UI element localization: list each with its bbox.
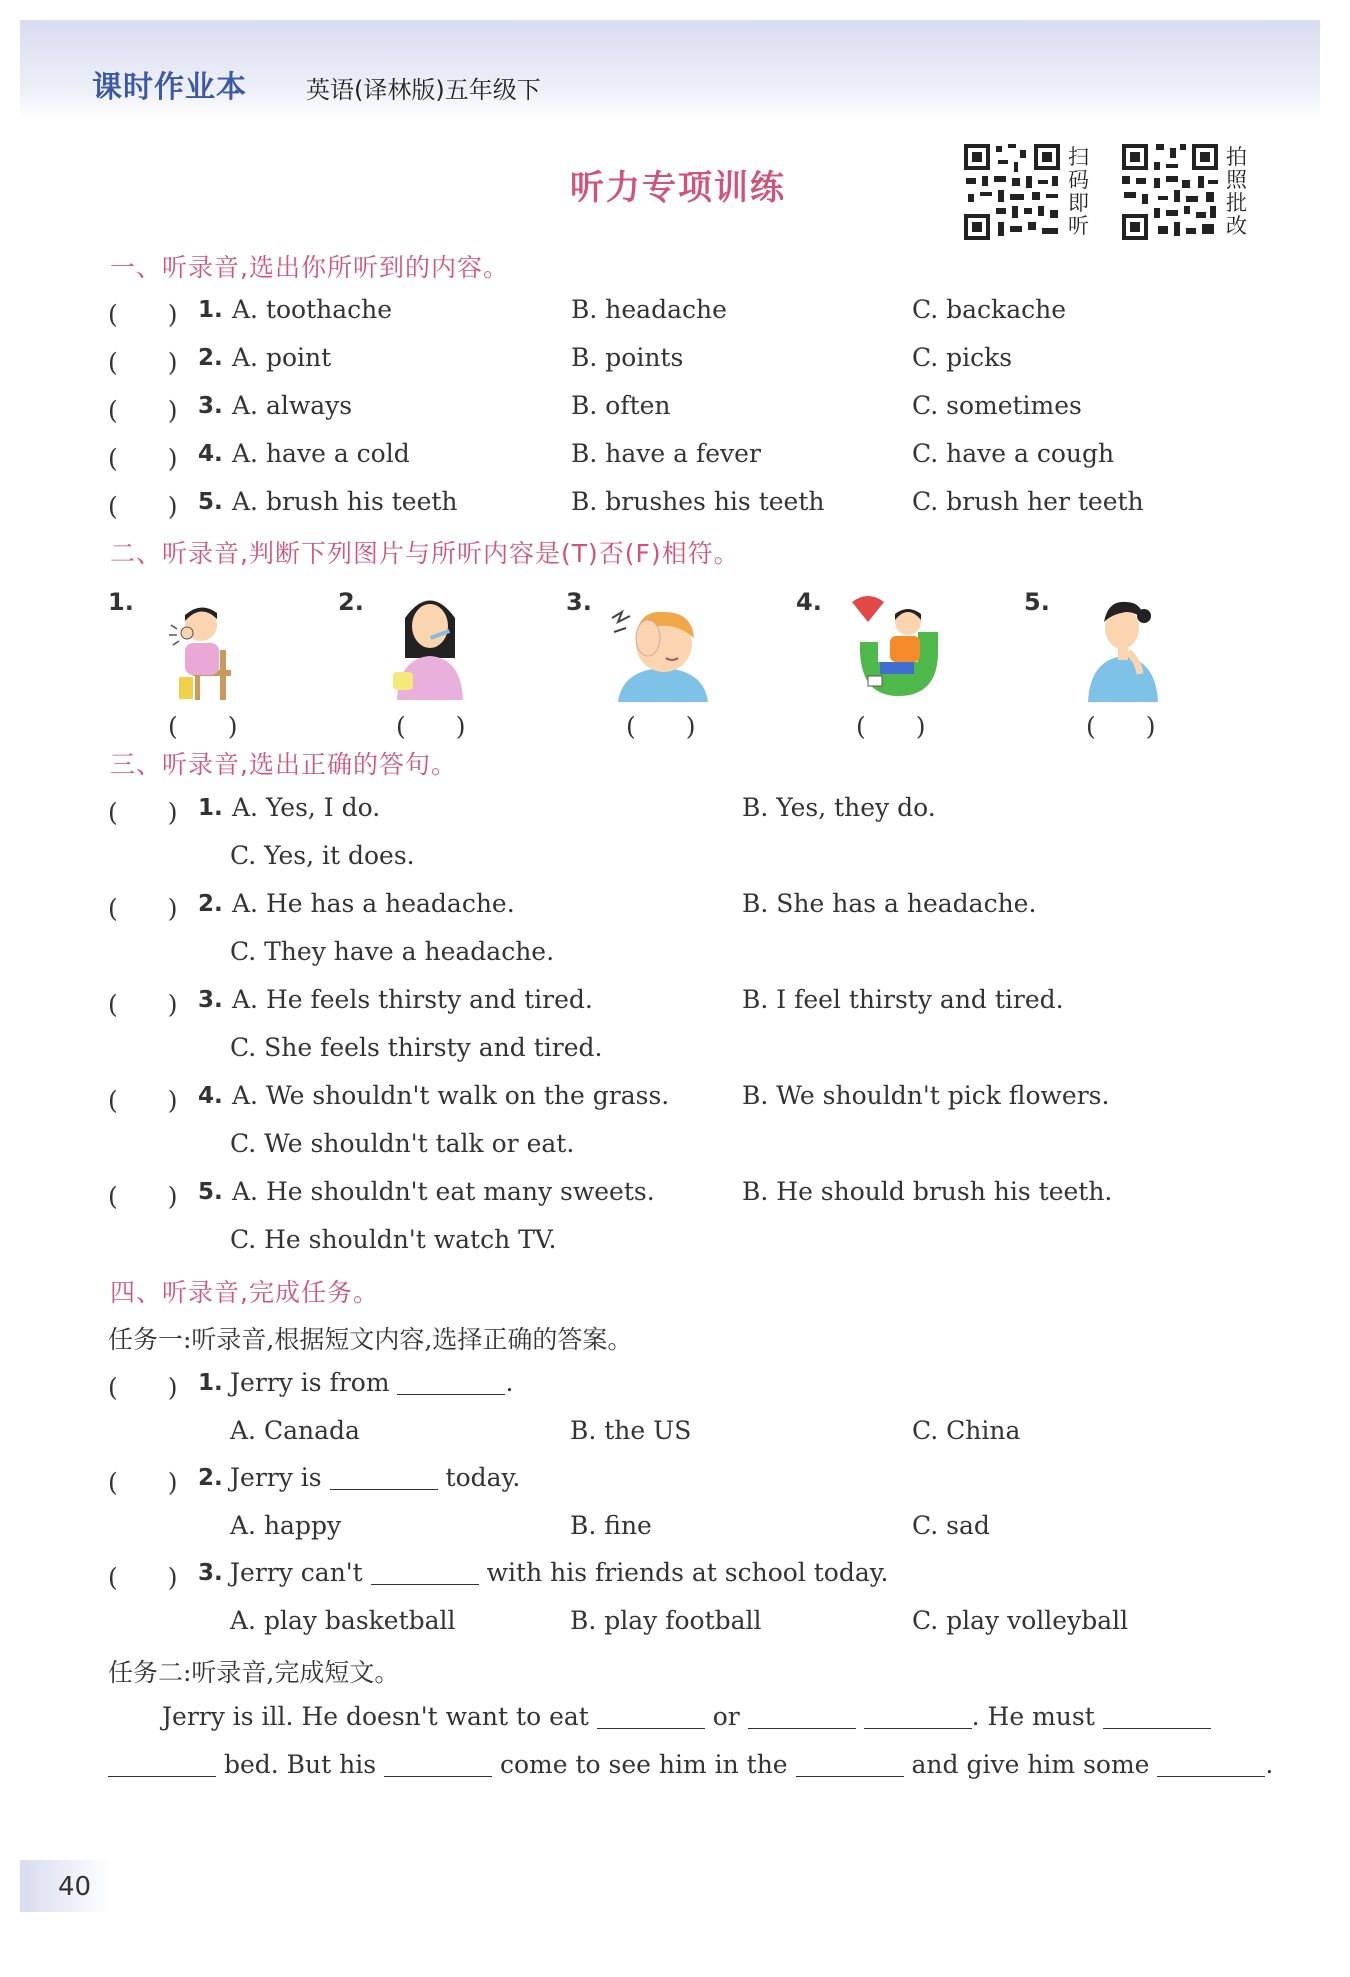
task-2-title: 任务二:听录音,完成短文。 [108, 1658, 400, 1687]
question-number: 5. [198, 1179, 223, 1205]
option-a: A. He has a headache. [232, 889, 515, 918]
task-1-title: 任务一:听录音,根据短文内容,选择正确的答案。 [108, 1325, 633, 1354]
option-c: C. They have a headache. [230, 937, 555, 966]
question-number: 4. [198, 1083, 223, 1109]
answer-blank[interactable]: ( ) [108, 798, 178, 827]
answer-blank[interactable]: ( ) [626, 712, 696, 741]
question-number: 5. [198, 489, 223, 515]
option-c: C. picks [912, 343, 1013, 372]
option-a: A. We shouldn't walk on the grass. [232, 1081, 670, 1110]
answer-blank[interactable]: ( ) [108, 348, 178, 377]
question-number: 3. [198, 1560, 223, 1586]
qr-label-grade: 拍 照 批 改 [1226, 145, 1247, 238]
question-stem: Jerry is from . [230, 1368, 514, 1397]
option-a: A. play basketball [230, 1606, 456, 1635]
section-2-title: 二、听录音,判断下列图片与所听内容是(T)否(F)相符。 [110, 539, 740, 568]
option-b: B. I feel thirsty and tired. [742, 985, 1064, 1014]
answer-blank[interactable]: ( ) [108, 444, 178, 473]
qr-code-grade[interactable] [1120, 142, 1220, 242]
option-b: B. Yes, they do. [742, 793, 936, 822]
section-1-title: 一、听录音,选出你所听到的内容。 [110, 253, 509, 282]
girl-brushing-teeth-picture [385, 588, 475, 707]
option-b: B. the US [570, 1416, 692, 1445]
picture-number: 2. [338, 588, 364, 616]
option-c: C. Yes, it does. [230, 841, 415, 870]
page-number-tab [20, 1860, 110, 1912]
fill-blank[interactable] [108, 1775, 216, 1777]
option-a: A. have a cold [232, 439, 410, 468]
answer-blank[interactable]: ( ) [108, 990, 178, 1019]
qr-label-listen: 扫 码 即 听 [1068, 145, 1089, 238]
option-a: A. always [232, 391, 353, 420]
option-c: C. He shouldn't watch TV. [230, 1225, 557, 1254]
option-c: C. She feels thirsty and tired. [230, 1033, 603, 1062]
passage-line-2: bed. But his come to see him in the and give him some . [108, 1750, 1273, 1779]
passage-line-1: Jerry is ill. He doesn't want to eat or . He must [162, 1702, 1211, 1731]
option-c: C. sometimes [912, 391, 1082, 420]
answer-blank[interactable]: ( ) [396, 712, 466, 741]
brand-title: 课时作业本 [92, 70, 247, 105]
question-number: 1. [198, 1370, 223, 1396]
option-b: B. often [571, 391, 671, 420]
fill-blank[interactable] [597, 1727, 705, 1729]
option-a: A. Yes, I do. [232, 793, 381, 822]
fill-blank[interactable] [1157, 1775, 1265, 1777]
question-number: 4. [198, 441, 223, 467]
option-a: A. He feels thirsty and tired. [232, 985, 593, 1014]
fill-blank[interactable] [397, 1393, 505, 1395]
question-number: 3. [198, 393, 223, 419]
option-c: C. play volleyball [912, 1606, 1129, 1635]
option-b: B. play football [570, 1606, 762, 1635]
question-number: 3. [198, 987, 223, 1013]
answer-blank[interactable]: ( ) [108, 1563, 178, 1592]
option-b: B. He should brush his teeth. [742, 1177, 1113, 1206]
fill-blank[interactable] [371, 1583, 479, 1585]
answer-blank[interactable]: ( ) [108, 300, 178, 329]
option-a: A. happy [230, 1511, 342, 1540]
option-a: A. point [232, 343, 332, 372]
question-stem: Jerry is today. [230, 1463, 521, 1492]
qr-code-listen[interactable] [962, 142, 1062, 242]
question-number: 2. [198, 891, 223, 917]
page-number: 40 [58, 1872, 92, 1902]
boy-headache-picture [608, 598, 718, 707]
answer-blank[interactable]: ( ) [1086, 712, 1156, 741]
answer-blank[interactable]: ( ) [108, 396, 178, 425]
answer-blank[interactable]: ( ) [108, 492, 178, 521]
picture-number: 4. [796, 588, 822, 616]
answer-blank[interactable]: ( ) [108, 1373, 178, 1402]
section-3-title: 三、听录音,选出正确的答句。 [110, 750, 457, 779]
option-c: C. backache [912, 295, 1066, 324]
answer-blank[interactable]: ( ) [108, 1086, 178, 1115]
option-b: B. She has a headache. [742, 889, 1037, 918]
picture-number: 1. [108, 588, 134, 616]
option-a: A. toothache [232, 295, 393, 324]
fill-blank[interactable] [330, 1488, 438, 1490]
answer-blank[interactable]: ( ) [856, 712, 926, 741]
answer-blank[interactable]: ( ) [168, 712, 238, 741]
option-c: C. sad [912, 1511, 990, 1540]
option-b: B. brushes his teeth [571, 487, 825, 516]
fill-blank[interactable] [796, 1775, 904, 1777]
picture-number: 5. [1024, 588, 1050, 616]
answer-blank[interactable]: ( ) [108, 894, 178, 923]
option-a: A. Canada [230, 1416, 360, 1445]
option-b: B. have a fever [571, 439, 761, 468]
option-c: C. brush her teeth [912, 487, 1144, 516]
option-c: C. China [912, 1416, 1021, 1445]
woman-sore-throat-picture [1078, 590, 1168, 709]
fill-blank[interactable] [748, 1727, 856, 1729]
answer-blank[interactable]: ( ) [108, 1182, 178, 1211]
option-b: B. fine [570, 1511, 652, 1540]
question-number: 1. [198, 297, 223, 323]
option-b: B. headache [571, 295, 727, 324]
fill-blank[interactable] [1103, 1727, 1211, 1729]
option-a: A. He shouldn't eat many sweets. [232, 1177, 655, 1206]
option-b: B. We shouldn't pick flowers. [742, 1081, 1110, 1110]
fill-blank[interactable] [864, 1727, 972, 1729]
fill-blank[interactable] [384, 1775, 492, 1777]
picture-number: 3. [566, 588, 592, 616]
answer-blank[interactable]: ( ) [108, 1468, 178, 1497]
section-4-title: 四、听录音,完成任务。 [110, 1278, 379, 1307]
question-number: 2. [198, 1465, 223, 1491]
page-title: 听力专项训练 [570, 168, 786, 208]
boy-fan-picture [838, 592, 948, 706]
boy-toothache-picture [165, 595, 250, 709]
question-number: 2. [198, 345, 223, 371]
option-c: C. have a cough [912, 439, 1115, 468]
option-a: A. brush his teeth [232, 487, 458, 516]
question-stem: Jerry can't with his friends at school today. [230, 1558, 889, 1587]
option-b: B. points [571, 343, 684, 372]
subject-title: 英语(译林版)五年级下 [306, 76, 541, 104]
option-c: C. We shouldn't talk or eat. [230, 1129, 575, 1158]
question-number: 1. [198, 795, 223, 821]
